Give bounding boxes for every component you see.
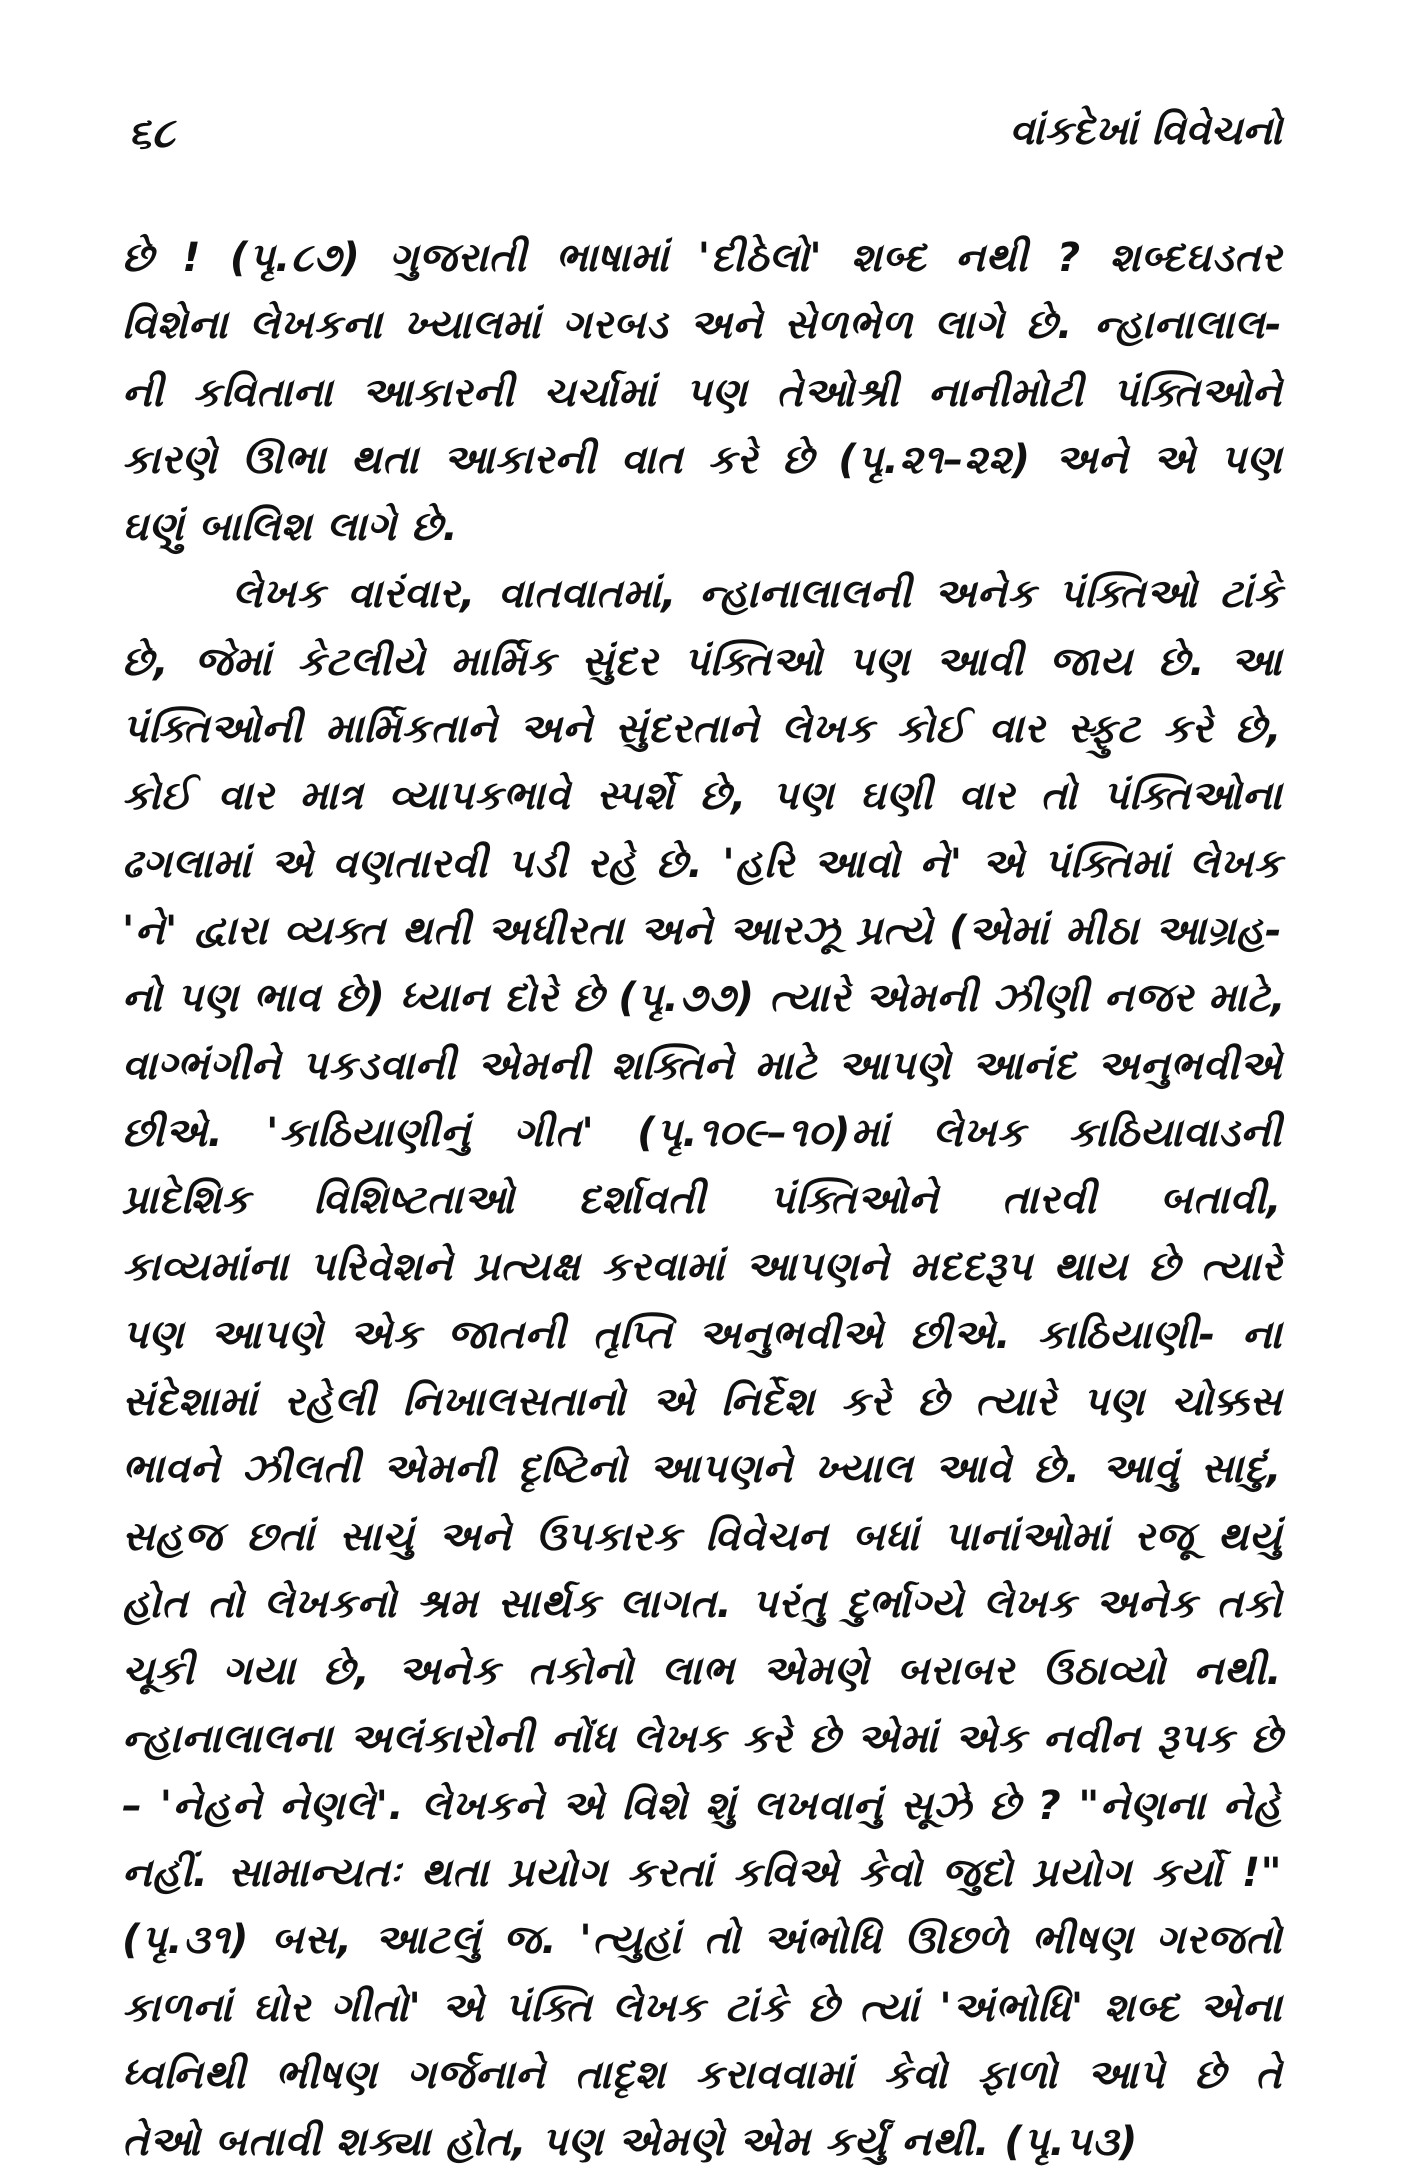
text-line: કારણે ઊભા થતા આકારની વાત કરે છે (પૃ.૨૧–૨૨) અને એ પણ: [122, 436, 1282, 483]
text-line: પણ આપણે એક જાતની તૃપ્તિ અનુભવીએ છીએ. કાઠિયાણી- ના: [122, 1311, 1282, 1358]
running-title: વાંકદેખાં વિવેચનો: [1009, 108, 1282, 154]
text-line: ન્હાનાલાલના અલંકારોની નોંધ લેખક કરે છે એમાં એક નવીન રૂપક છે: [122, 1715, 1282, 1762]
text-line: છીએ. 'કાઠિયાણીનું ગીત' (પૃ.૧૦૯–૧૦)માં લેખક કાઠિયાવાડની: [122, 1109, 1282, 1156]
text-line: હોત તો લેખકનો શ્રમ સાર્થક લાગત. પરંતુ દુર્ભાગ્યે લેખક અનેક તકો: [122, 1580, 1282, 1627]
text-line: તેઓ બતાવી શક્યા હોત, પણ એમણે એમ કર્યું નથી. (પૃ.૫૩): [122, 2119, 1138, 2166]
text-line: ઘણું બાલિશ લાગે છે.: [122, 504, 459, 551]
text-line: (પૃ.૩૧) બસ, આટલું જ. 'ત્યુહાં તો અંભોધિ ઊછળે ભીષણ ગરજતો: [122, 1917, 1282, 1964]
text-line: છે, જેમાં કેટલીયે માર્મિક સુંદર પંક્તિઓ પણ આવી જાય છે. આ: [122, 638, 1282, 685]
text-line: વાગ્ભંગીને પકડવાની એમની શક્તિને માટે આપણે આનંદ અનુભવીએ: [122, 1042, 1282, 1089]
text-line: છે ! (પૃ.૮૭) ગુજરાતી ભાષામાં 'દીઠેલો' શબ્દ નથી ? શબ્દઘડતર: [122, 235, 1282, 281]
body-text: [122, 225, 1287, 2177]
text-line: નહીં. સામાન્યતઃ થતા પ્રયોગ કરતાં કવિએ કેવો જુદો પ્રયોગ કર્યો !": [122, 1850, 1282, 1897]
page-header: [120, 108, 1282, 168]
text-line: કાળનાં ઘોર ગીતો' એ પંક્તિ લેખક ટાંકે છે ત્યાં 'અંભોધિ' શબ્દ એના: [122, 1984, 1282, 2031]
text-line: પંક્તિઓની માર્મિકતાને અને સુંદરતાને લેખક કોઈ વાર સ્ફુટ કરે છે,: [122, 706, 1282, 753]
text-line: સહજ છતાં સાચું અને ઉપકારક વિવેચન બધાં પાનાંઓમાં રજૂ થયું: [122, 1513, 1282, 1560]
text-line: 'ને' દ્વારા વ્યક્ત થતી અધીરતા અને આરઝૂ પ્રત્યે (એમાં મીઠા આગ્રહ-: [122, 907, 1282, 954]
text-line: ઢગલામાં એ વણતારવી પડી રહે છે. 'હરિ આવો ને' એ પંક્તિમાં લેખક: [122, 840, 1282, 887]
text-line: – 'નેહને નેણલે'. લેખકને એ વિશે શું લખવાનું સૂઝે છે ? "નેણના નેહે: [122, 1782, 1282, 1829]
text-line: કોઈ વાર માત્ર વ્યાપકભાવે સ્પર્શે છે, પણ ઘણી વાર તો પંક્તિઓના: [122, 773, 1282, 820]
text-line: નો પણ ભાવ છે) ધ્યાન દોરે છે (પૃ.૭૭) ત્યારે એમની ઝીણી નજર માટે,: [122, 975, 1287, 1022]
text-line: લેખક વારંવાર, વાતવાતમાં, ન્હાનાલાલની અનેક પંક્તિઓ ટાંકે: [232, 571, 1282, 618]
text-line: ધ્વનિથી ભીષણ ગર્જનાને તાદૃશ કરાવવામાં કેવો ફાળો આપે છે તે: [122, 2052, 1282, 2099]
text-line: પ્રાદેશિક વિશિષ્ટતાઓ દર્શાવતી પંક્તિઓને તારવી બતાવી,: [122, 1177, 1282, 1224]
page-number: ૬૮: [128, 108, 175, 157]
text-line: ની કવિતાના આકારની ચર્ચામાં પણ તેઓશ્રી નાનીમોટી પંક્તિઓને: [122, 369, 1282, 416]
text-line: ભાવને ઝીલતી એમની દૃષ્ટિનો આપણને ખ્યાલ આવે છે. આવું સાદું,: [122, 1446, 1282, 1493]
text-line: ચૂકી ગયા છે, અનેક તકોનો લાભ એમણે બરાબર ઉઠાવ્યો નથી.: [122, 1648, 1282, 1695]
text-line: કાવ્યમાંના પરિવેશને પ્રત્યક્ષ કરવામાં આપણને મદદરૂપ થાય છે ત્યારે: [122, 1244, 1282, 1291]
text-line: સંદેશામાં રહેલી નિખાલસતાનો એ નિર્દેશ કરે છે ત્યારે પણ ચોક્કસ: [122, 1379, 1282, 1426]
text-line: વિશેના લેખકના ખ્યાલમાં ગરબડ અને સેળભેળ લાગે છે. ન્હાનાલાલ-: [122, 302, 1282, 349]
